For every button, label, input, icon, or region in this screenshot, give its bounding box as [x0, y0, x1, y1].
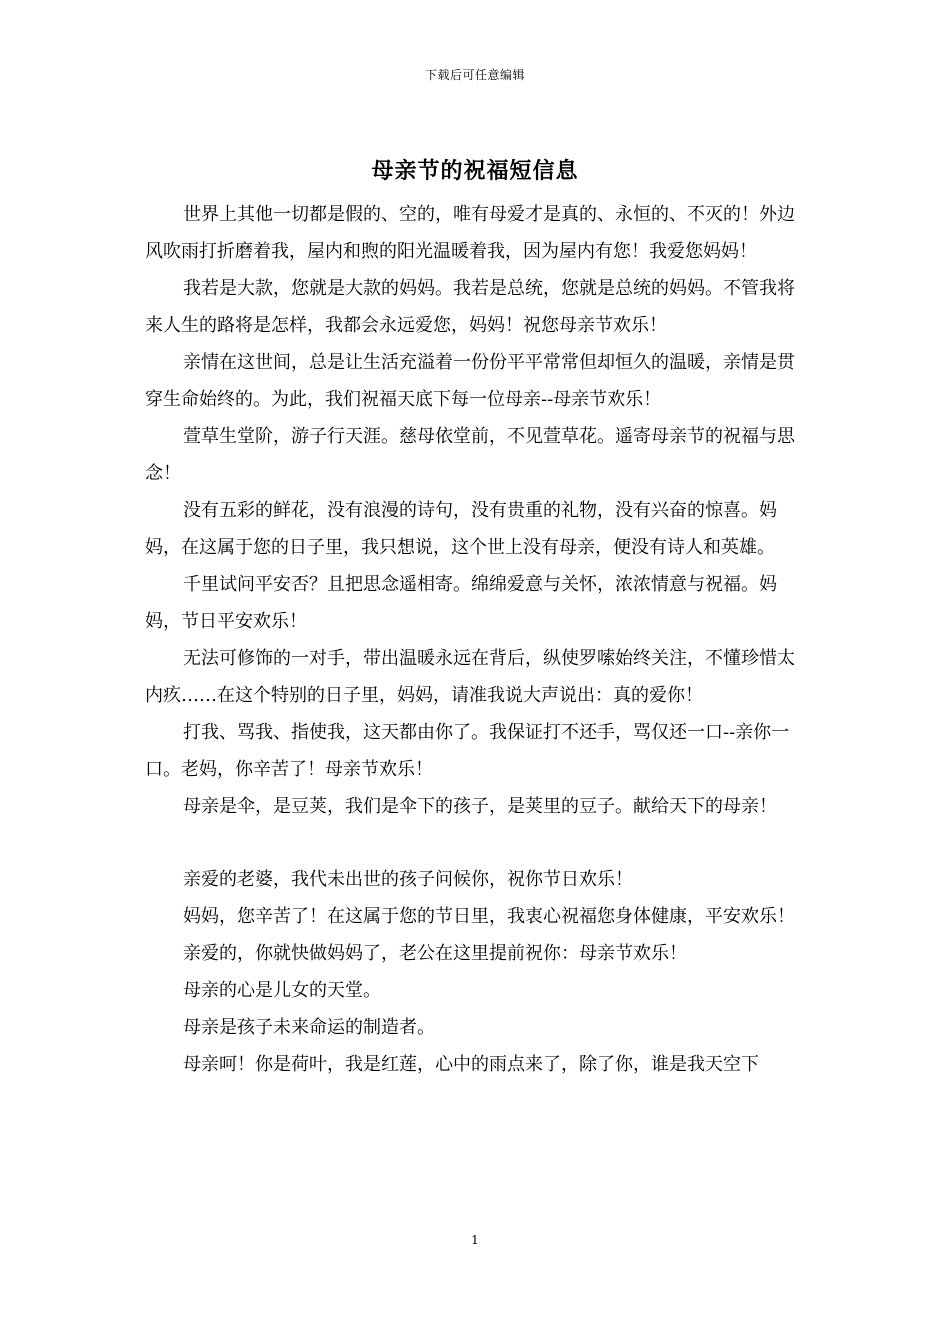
- page-number: 1: [471, 1233, 479, 1247]
- paragraph: 萱草生堂阶，游子行天涯。慈母依堂前，不见萱草花。遥寄母亲节的祝福与思念！: [145, 426, 795, 484]
- paragraph: 无法可修饰的一对手，带出温暖永远在背后，纵使罗嗦始终关注，不懂珍惜太内疚……在这个特别的日子里，妈妈，请准我说大声说出：真的爱你！: [145, 648, 795, 706]
- paragraph: 我若是大款，您就是大款的妈妈。我若是总统，您就是总统的妈妈。不管我将来人生的路将是怎样，我都会永远爱您，妈妈！祝您母亲节欢乐！: [145, 278, 795, 336]
- paragraph: 母亲呵！你是荷叶，我是红莲，心中的雨点来了，除了你，谁是我天空下: [183, 1054, 759, 1075]
- document-body: [145, 196, 810, 1083]
- paragraph: 亲爱的老婆，我代未出世的孩子问候你，祝你节日欢乐！: [183, 869, 633, 890]
- paragraph: 亲情在这世间，总是让生活充溢着一份份平平常常但却恒久的温暖，亲情是贯穿生命始终的。为此，我们祝福天底下每一位母亲--母亲节欢乐！: [145, 352, 795, 410]
- paragraph: 妈妈，您辛苦了！在这属于您的节日里，我衷心祝福您身体健康，平安欢乐！: [183, 906, 795, 927]
- paragraph: 没有五彩的鲜花，没有浪漫的诗句，没有贵重的礼物，没有兴奋的惊喜。妈妈，在这属于您的日子里，我只想说，这个世上没有母亲，便没有诗人和英雄。: [145, 500, 777, 558]
- paragraph: 母亲是孩子未来命运的制造者。: [183, 1017, 435, 1038]
- paragraph: 母亲的心是儿女的天堂。: [183, 980, 381, 1001]
- paragraph: 千里试问平安否？且把思念遥相寄。绵绵爱意与关怀，浓浓情意与祝福。妈妈，节日平安欢乐！: [145, 574, 777, 632]
- paragraph: 打我、骂我、指使我，这天都由你了。我保证打不还手，骂仅还一口--亲你一口。老妈，你辛苦了！母亲节欢乐！: [145, 722, 790, 780]
- paragraph: 母亲是伞，是豆荚，我们是伞下的孩子，是荚里的豆子。献给天下的母亲！: [183, 796, 777, 817]
- page-header: 下载后可任意编辑: [424, 68, 525, 82]
- paragraph: 世界上其他一切都是假的、空的，唯有母爱才是真的、永恒的、不灭的！外边风吹雨打折磨着我，屋内和煦的阳光温暖着我，因为屋内有您！我爱您妈妈！: [145, 204, 795, 262]
- document-title: 母亲节的祝福短信息: [371, 159, 579, 184]
- paragraph: 亲爱的，你就快做妈妈了，老公在这里提前祝你：母亲节欢乐！: [183, 943, 687, 964]
